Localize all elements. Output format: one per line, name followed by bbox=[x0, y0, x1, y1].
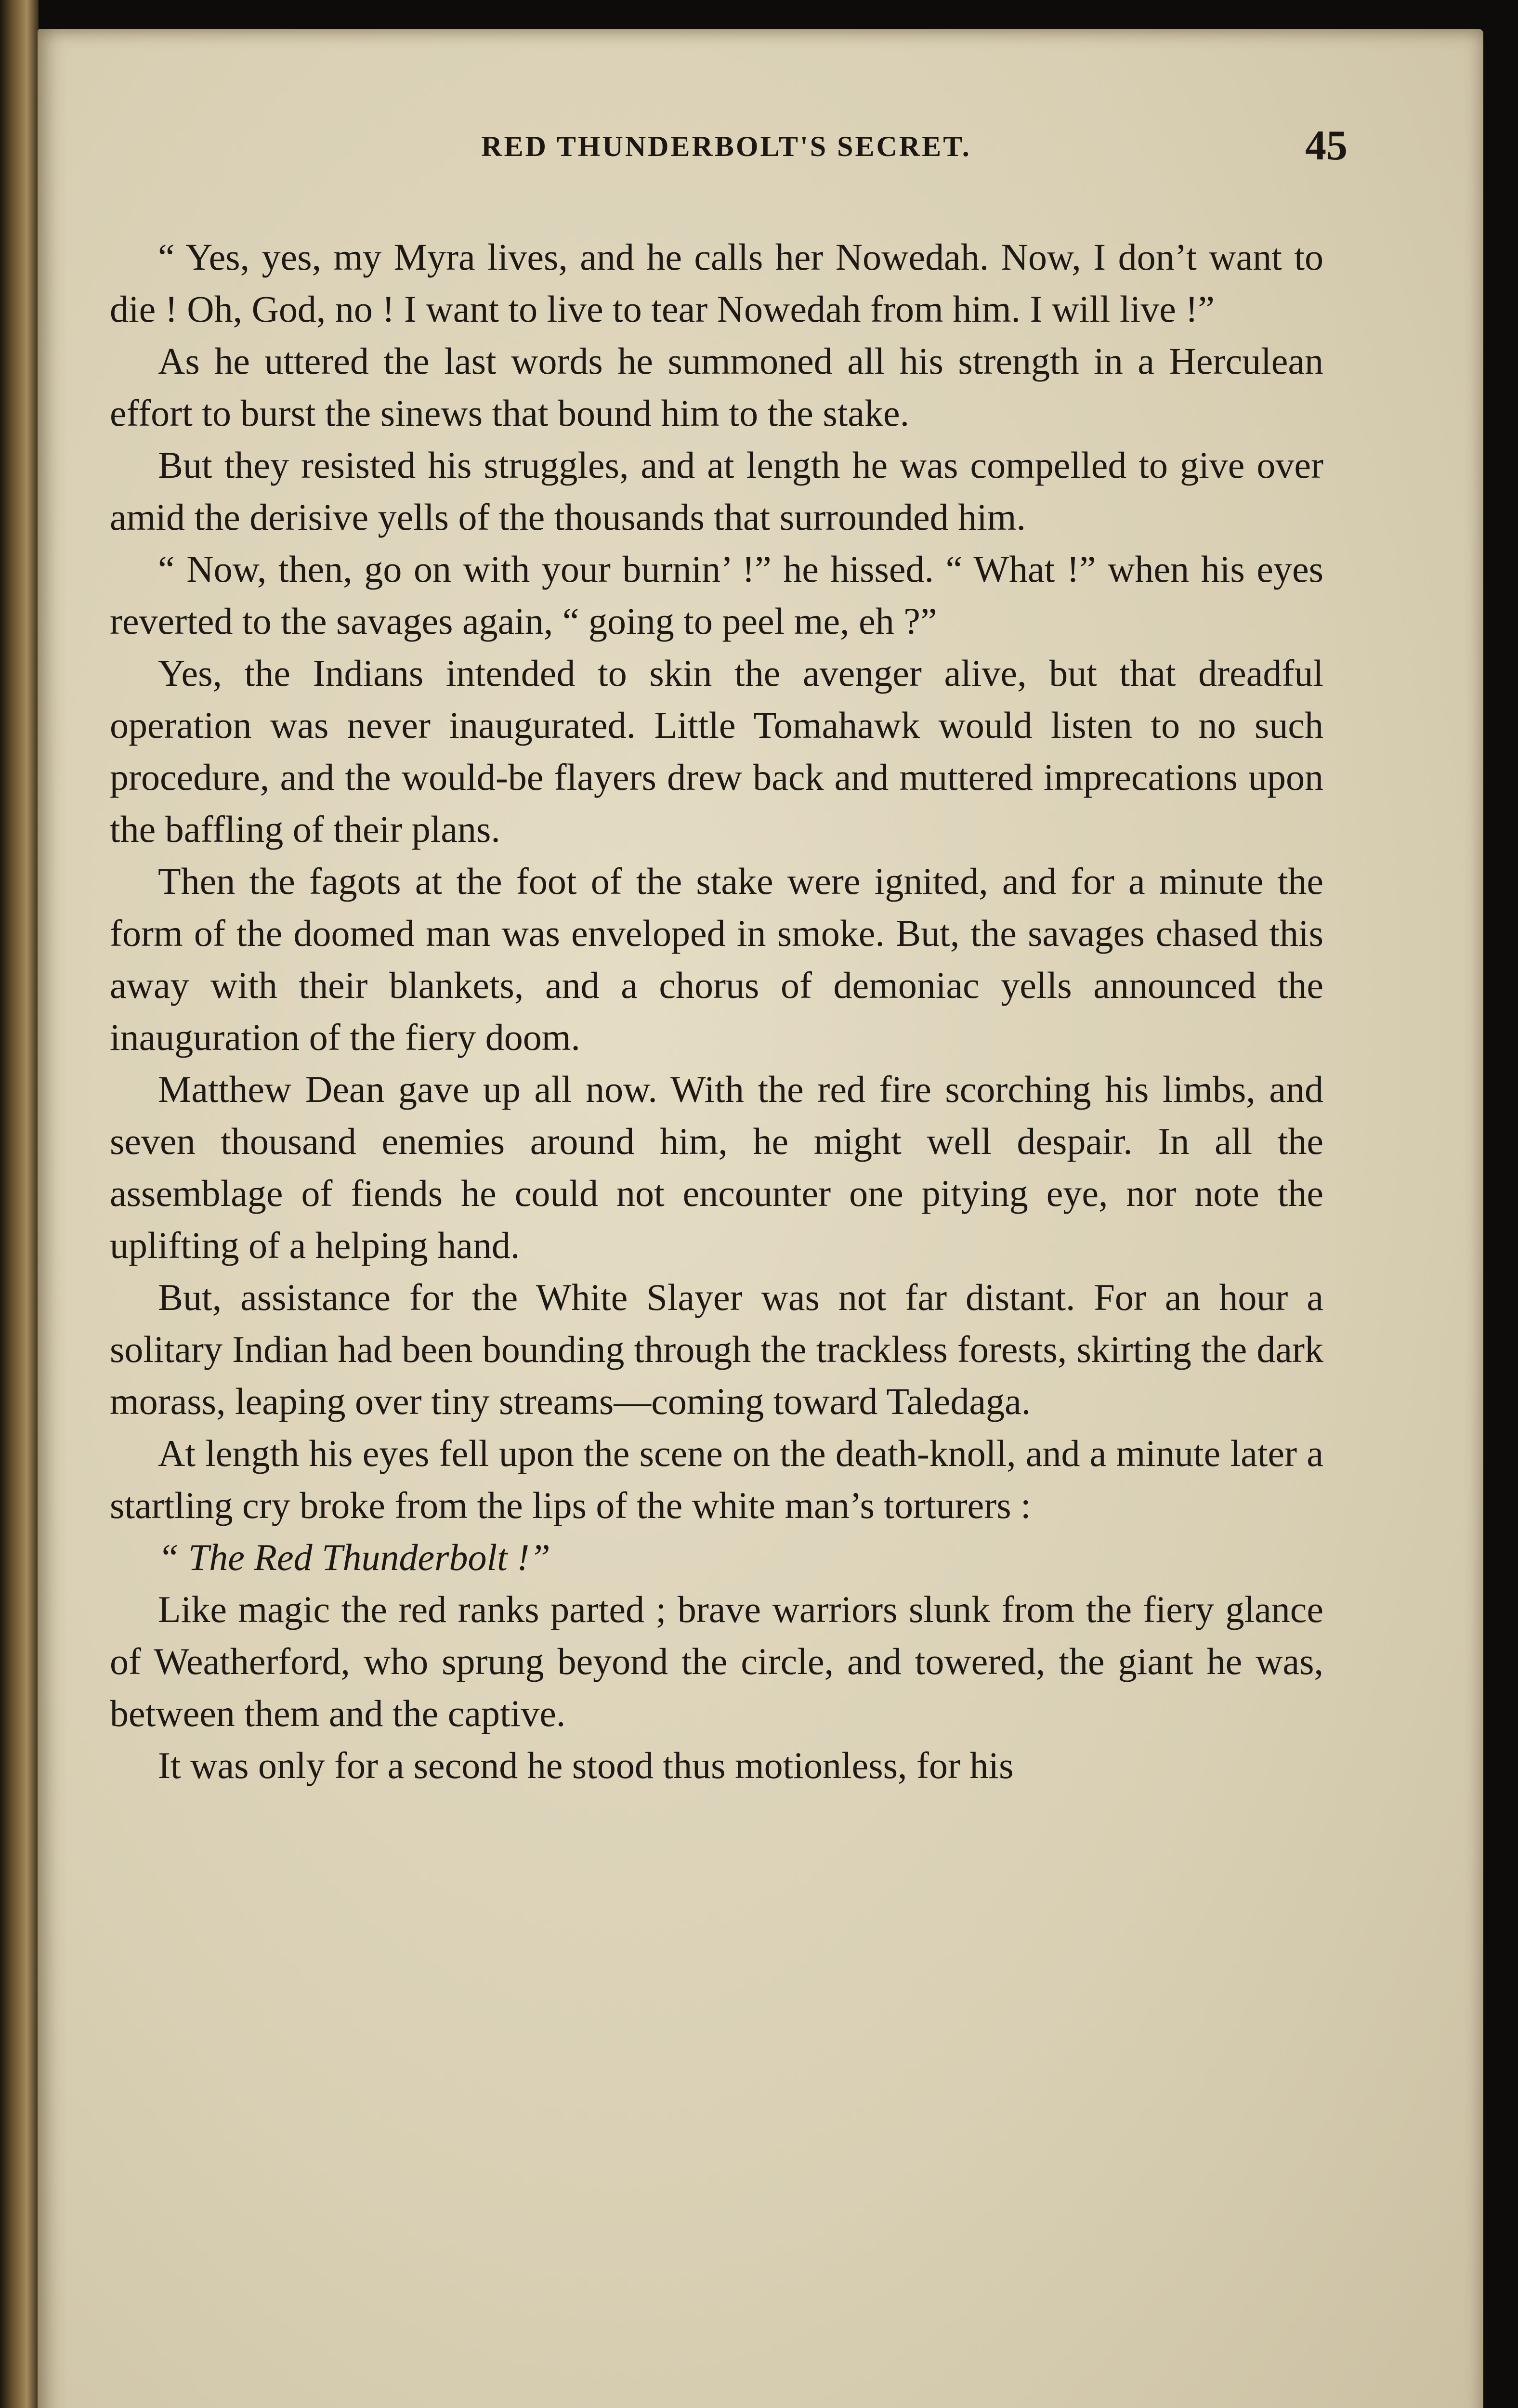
page-number: 45 bbox=[1305, 122, 1348, 169]
paragraph: Yes, the Indians intended to skin the avenger alive, but that dreadful operation was never inaugurated. Little Tomahawk would listen to no such procedure, and the would-be flayers drew back and muttered imprecations upon the baffling of their plans. bbox=[110, 652, 1323, 850]
paragraph: It was only for a second he stood thus motionless, for his bbox=[158, 1744, 1014, 1786]
body-text bbox=[110, 231, 1323, 1792]
paragraph: Like magic the red ranks parted ; brave warriors slunk from the fiery glance of Weatherford, who sprung beyond the circle, and towered, the giant he was, between them and the captive. bbox=[110, 1588, 1323, 1734]
paragraph: But, assistance for the White Slayer was not far distant. For an hour a solitary Indian had been bounding through the trackless forests, skirting the dark morass, leaping over tiny streams—coming toward Taledaga. bbox=[110, 1276, 1323, 1422]
page-header bbox=[110, 122, 1348, 188]
paragraph: As he uttered the last words he summoned all his strength in a Herculean effort to burst the sinews that bound him to the stake. bbox=[110, 340, 1323, 434]
book-spine bbox=[0, 0, 39, 2408]
paragraph: But they resisted his struggles, and at length he was compelled to give over amid the derisive yells of the thousands that surrounded him. bbox=[110, 444, 1323, 538]
paragraph: Matthew Dean gave up all now. With the red fire scorching his limbs, and seven thousand enemies around him, he might well despair. In all the assemblage of fiends he could not encounter one pitying eye, nor note the uplifting of a helping hand. bbox=[110, 1068, 1323, 1266]
paragraph: At length his eyes fell upon the scene on the death-knoll, and a minute later a startling cry broke from the lips of the white man’s torturers : bbox=[110, 1432, 1323, 1526]
paragraph: “ Now, then, go on with your burnin’ !” he hissed. “ What !” when his eyes reverted to the savages again, “ going to peel me, eh ?” bbox=[110, 548, 1323, 642]
exclamation-line: “ The Red Thunderbolt !” bbox=[158, 1536, 550, 1578]
running-title: RED THUNDERBOLT'S SECRET. bbox=[481, 131, 971, 162]
paragraph: “ Yes, yes, my Myra lives, and he calls her Nowedah. Now, I don’t want to die ! Oh, God, no ! I want to live to tear Nowedah from him. I will live !” bbox=[110, 236, 1323, 330]
paragraph: Then the fagots at the foot of the stake were ignited, and for a minute the form of the doomed man was enveloped in smoke. But, the savages chased this away with their blankets, and a chorus of demoniac yells announced the inauguration of the fiery doom. bbox=[110, 860, 1323, 1058]
book-page bbox=[38, 29, 1483, 2408]
